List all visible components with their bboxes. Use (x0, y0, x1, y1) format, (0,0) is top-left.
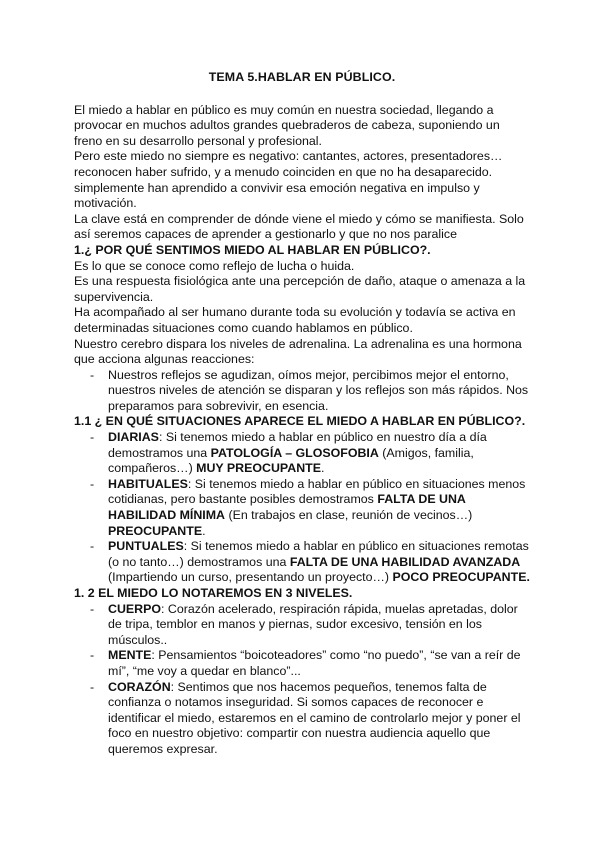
situation-item-diarias (74, 430, 530, 477)
intro-paragraph-3: simplemente han aprendido a convivir esa emoción negativa en impulso y motivación. (74, 180, 480, 211)
corazon-text: : Sentimos que nos hacemos pequeños, tenemos falta de confianza o notamos inseguridad. Si somos capaces de reconocer e identificar el miedo, estaremos en el camino de controlarlo mejor y poner el foco en nuestro objetivo: compartir con nuestra audiencia aquello que queremos expresar. (108, 679, 521, 756)
situation-item-puntuales (74, 539, 530, 586)
section-1-1 (74, 414, 530, 586)
situation-item-habituales (74, 477, 530, 539)
habituales-text-2: (En trabajos en clase, reunión de vecinos…) (225, 508, 473, 523)
section-1 (74, 243, 530, 415)
section-1-paragraph-4: Nuestro cerebro dispara los niveles de adrenalina. La adrenalina es una hormona que acciona algunas reacciones: (74, 336, 522, 367)
puntuales-text-1: : Si tenemos miedo a hablar en público en situaciones remotas (o no tanto…) demostramos una (108, 539, 529, 569)
diarias-text-2: (Amigos, familia, compañeros…) (108, 445, 474, 476)
habituales-text-3: . (202, 523, 206, 538)
situations-list (74, 430, 530, 586)
mente-text: : Pensamientos “boicoteadores” como “no puedo”, “se van a reír de mí”, “me voy a quedar en blanco”... (108, 648, 521, 678)
section-1-1-heading: 1.1 ¿ EN QUÉ SITUACIONES APARECE EL MIEDO A HABLAR EN PÚBLICO?. (74, 414, 526, 429)
habituales-label: HABITUALES (108, 476, 188, 491)
diarias-text-1: : Si tenemos miedo a hablar en público en nuestro día a día demostramos una (108, 430, 487, 460)
reactions-list-item: - Nuestros reflejos se agudizan, oímos mejor, percibimos mejor el entorno, nuestros niveles de atención se disparan y los reflejos son más rápidos. Nos preparamos para sobrevivir, en esencia. (74, 368, 530, 415)
section-1-2-heading: 1. 2 EL MIEDO LO NOTAREMOS EN 3 NIVELES. (74, 586, 353, 600)
section-1-paragraph-3: Ha acompañado al ser humano durante toda su evolución y todavía se activa en determinadas situaciones como cuando hablamos en público. (74, 305, 516, 335)
intro-paragraph-2: Pero este miedo no siempre es negativo: cantantes, actores, presentadores…reconocen haber sufrido, y a menudo coinciden en que no ha desaparecido. (74, 149, 503, 179)
mente-label: MENTE (108, 648, 152, 663)
levels-list (74, 602, 530, 758)
level-item-corazon (74, 680, 530, 758)
intro-paragraph-1: El miedo a hablar en público es muy común en nuestra sociedad, llegando a provocar en muchos adultos grandes quebraderos de cabeza, suponiendo un freno en su desarrollo personal y profesional. (74, 102, 500, 148)
habituales-text-1: : Si tenemos miedo a hablar en público en situaciones menos cotidianas, pero bastante posibles demostramos (108, 476, 526, 507)
document-page (74, 70, 530, 758)
cuerpo-text: : Corazón acelerado, respiración rápida, muelas apretadas, dolor de tripa, temblor en manos y piernas, sudor excesivo, tensión en los músculos.. (108, 601, 518, 647)
reactions-list (74, 368, 530, 415)
intro-paragraph-4: La clave está en comprender de dónde viene el miedo y cómo se manifiesta. Solo así seremos capaces de aprender a gestionarlo y que no nos paralice (74, 211, 524, 242)
level-item-mente (74, 648, 530, 679)
diarias-bold-2: MUY PREOCUPANTE (196, 461, 321, 476)
diarias-text-3: . (321, 461, 325, 476)
puntuales-text-2: (Impartiendo un curso, presentando un proyecto…) (108, 570, 393, 585)
diarias-bold-1: PATOLOGÍA – GLOSOFOBIA (210, 445, 379, 460)
section-1-2 (74, 586, 530, 758)
puntuales-label: PUNTUALES (108, 539, 184, 554)
corazon-label: CORAZÓN (108, 679, 171, 694)
puntuales-bold-2: POCO PREOCUPANTE. (392, 570, 530, 585)
habituales-bold-1: FALTA DE UNA HABILIDAD MÍNIMA (108, 492, 466, 523)
level-item-cuerpo (74, 602, 530, 649)
document-title: TEMA 5.HABLAR EN PÚBLICO. (208, 70, 396, 84)
habituales-bold-2: PREOCUPANTE (108, 523, 203, 538)
cuerpo-label: CUERPO (108, 601, 162, 616)
section-1-heading: 1.¿ POR QUÉ SENTIMOS MIEDO AL HABLAR EN PÚBLICO?. (74, 242, 431, 257)
section-1-paragraph-1: Es lo que se conoce como reflejo de lucha o huida. (74, 258, 355, 273)
intro-section (74, 103, 530, 243)
section-1-paragraph-2: Es una respuesta fisiológica ante una percepción de daño, ataque o amenaza a la supervivencia. (74, 274, 526, 304)
puntuales-bold-1: FALTA DE UNA HABILIDAD AVANZADA (289, 554, 521, 569)
diarias-label: DIARIAS (108, 430, 159, 445)
